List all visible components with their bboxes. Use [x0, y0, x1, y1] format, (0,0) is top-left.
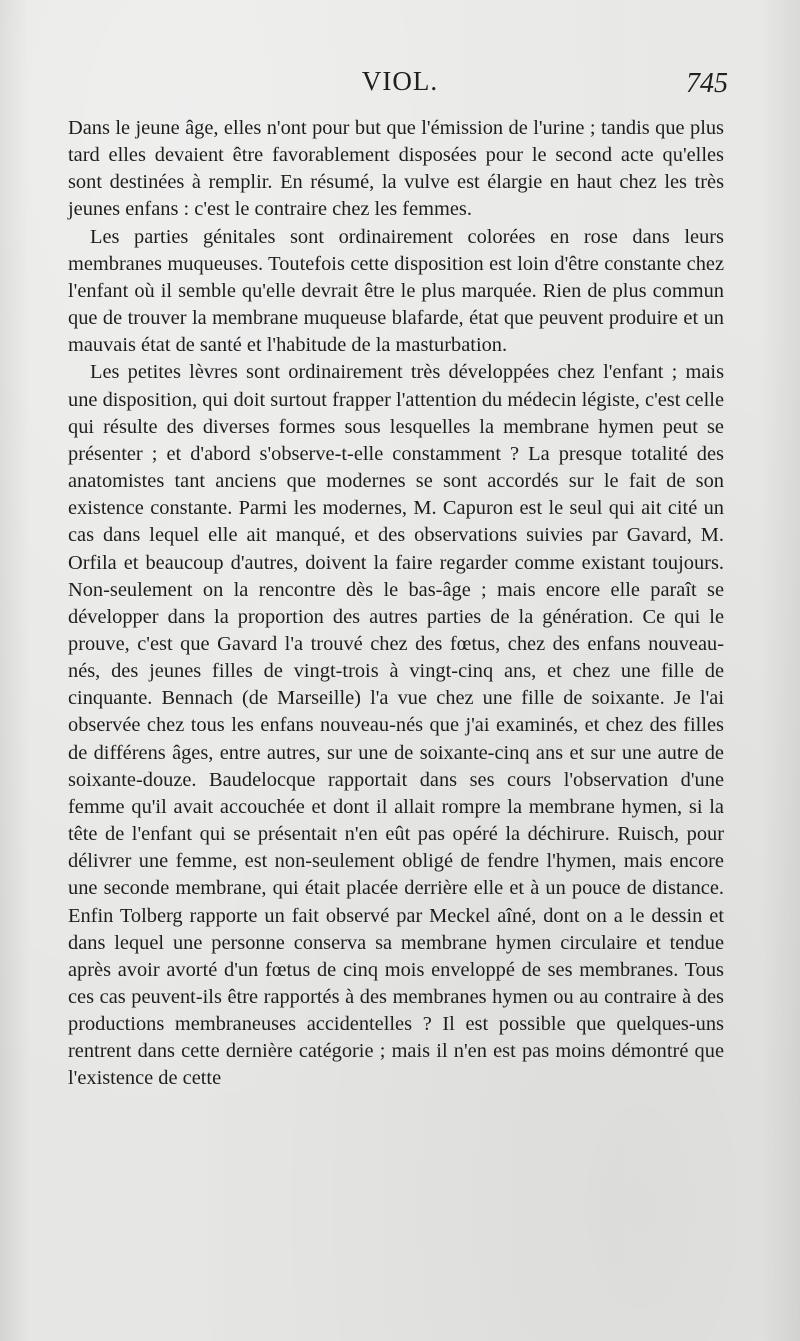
page-number: 745 — [686, 68, 728, 99]
page-title: VIOL. — [361, 66, 439, 96]
paragraph-3: Les petites lèvres sont ordinairement très développées chez l'enfant ; mais une disposition, qui doit surtout frapper l'attention du médecin légiste, c'est celle qui résulte des diverses formes sous lesquelles la membrane hymen peut se présenter ; et d'abord s'observe-t-elle constamment ? La presque totalité des anatomistes tant anciens que modernes se sont accordés sur le fait de son existence constante. Parmi les modernes, M. Capuron est le seul qui ait cité un cas dans lequel elle ait manqué, et des observations suivies par Gavard, M. Orfila et beaucoup d'autres, doivent la faire regarder comme existant toujours. Non-seulement on la rencontre dès le bas-âge ; mais encore elle paraît se développer dans la proportion des autres parties de la génération. Ce qui le prouve, c'est que Gavard l'a trouvé chez des fœtus, chez des enfans nouveau-nés, des jeunes filles de vingt-trois à vingt-cinq ans, et chez une fille de cinquante. Bennach (de Marseille) l'a vue chez une fille de soixante. Je l'ai observée chez tous les enfans nouveau-nés que j'ai examinés, et chez des filles de différens âges, entre autres, sur une de soixante-cinq ans et sur une autre de soixante-douze. Baudelocque rapportait dans ses cours l'observation d'une femme qu'il avait accouchée et dont il allait rompre la membrane hymen, si la tête de l'enfant qui se présentait n'en eût pas opéré la déchirure. Ruisch, pour délivrer une femme, est non-seulement obligé de fendre l'hymen, mais encore une seconde membrane, qui était placée derrière elle et à un pouce de distance. Enfin Tolberg rapporte un fait observé par Meckel aîné, dont on a le dessin et dans lequel une personne conserva sa membrane hymen circulaire et tendue après avoir avorté d'un fœtus de cinq mois enveloppé de ses membranes. Tous ces cas peuvent-ils être rapportés à des membranes hymen ou au contraire à des productions membraneuses accidentelles ? Il est possible que quelques-uns rentrent dans cette dernière catégorie ; mais il n'en est pas moins démontré que l'existence de cette — [68, 361, 724, 1090]
paragraph-2: Les parties génitales sont ordinairement colorées en rose dans leurs membranes muqueuses. Toutefois cette disposition est loin d'être constante chez l'enfant où il semble qu'elle devrait être le plus marquée. Rien de plus commun que de trouver la membrane muqueuse blafarde, état que peuvent produire et un mauvais état de santé et l'habitude de la masturbation. — [68, 225, 724, 357]
running-head — [72, 66, 728, 106]
paragraph-1: Dans le jeune âge, elles n'ont pour but que l'émission de l'urine ; tandis que plus tard elles devaient être favorablement disposées pour le second acte qu'elles sont destinées à remplir. En résumé, la vulve est élargie en haut chez les très jeunes enfans : c'est le contraire chez les femmes. — [68, 117, 724, 221]
body-text — [68, 115, 724, 1093]
